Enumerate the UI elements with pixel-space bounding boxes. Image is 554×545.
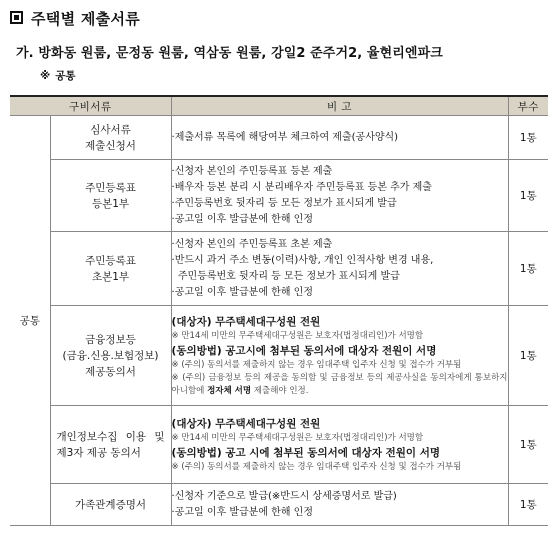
- remarks-cell: (대상자) 무주택세대구성원 전원 ※ 만14세 미만의 무주택세대구성원은 보호자(법정대리인)가 서명함 (동의방법) 공고 시에 첨부된 동의서에 대상자 전원이 서명 ※ (주의) 동의서를 제출하지 않는 경우 임대주택 입주자 신청 및 접수가 거부됨: [171, 406, 508, 484]
- copies-cell: 1통: [508, 406, 548, 484]
- document-name: 개인정보수집 이용 및 제3자 제공 동의서: [50, 406, 171, 484]
- table-row: [10, 306, 548, 406]
- category-cell: 공통: [10, 116, 50, 526]
- copies-cell: 1통: [508, 306, 548, 406]
- document-name: 주민등록표 등본1부: [50, 160, 171, 232]
- section-heading: [10, 8, 140, 29]
- documents-table: [10, 95, 548, 526]
- remarks-cell: ·신청자 본인의 주민등록표 등본 제출 ·배우자 등본 분리 시 분리배우자 주민등록표 등본 추가 제출 ·주민등록번호 뒷자리 등 모든 정보가 표시되게 발급 ·공고일 이후 발급분에 한해 인정: [171, 160, 508, 232]
- remarks-cell: ·제출서류 목록에 해당여부 체크하여 제출(공사양식): [171, 116, 508, 160]
- common-note: [40, 68, 76, 83]
- copies-cell: 1통: [508, 160, 548, 232]
- common-label: 공통: [55, 70, 76, 82]
- column-header-copies: 부수: [508, 96, 548, 116]
- copies-cell: 1통: [508, 116, 548, 160]
- remarks-cell: ·신청자 기준으로 발급(※반드시 상세증명서로 발급) ·공고일 이후 발급분에 한해 인정: [171, 484, 508, 526]
- copies-cell: 1통: [508, 484, 548, 526]
- reference-mark: ※: [40, 70, 51, 82]
- subheading: 가. 방화동 원룸, 문정동 원룸, 역삼동 원룸, 강일2 준주거2, 율현리엔파크: [16, 46, 443, 61]
- column-header-documents: 구비서류: [10, 96, 171, 116]
- square-bullet-icon: [10, 11, 23, 24]
- table-row: [10, 232, 548, 306]
- table-row: [10, 116, 548, 160]
- remarks-cell: (대상자) 무주택세대구성원 전원 ※ 만14세 미만의 무주택세대구성원은 보호자(법정대리인)가 서명함 (동의방법) 공고시에 첨부된 동의서에 대상자 전원이 서명 ※ (주의) 동의서를 제출하지 않는 경우 임대주택 입주자 신청 및 접수가 거부됨 ※ (주의) 금융정보 등의 제공을 동의함 및 금융정보 등의 제공사실을 동의자에게 통보하지 아니함에 정자체 서명 제출해야 인정.: [171, 306, 508, 406]
- document-name: 가족관계증명서: [50, 484, 171, 526]
- column-header-remarks: 비 고: [171, 96, 508, 116]
- section-title: 주택별 제출서류: [31, 10, 141, 28]
- document-name: 금융정보등 (금융.신용.보험정보) 제공동의서: [50, 306, 171, 406]
- copies-cell: 1통: [508, 232, 548, 306]
- document-name: 주민등록표 초본1부: [50, 232, 171, 306]
- table-row: [10, 406, 548, 484]
- table-header-row: [10, 96, 548, 116]
- document-name: 심사서류 제출신청서: [50, 116, 171, 160]
- table-row: [10, 160, 548, 232]
- table-row: [10, 484, 548, 526]
- remarks-cell: ·신청자 본인의 주민등록표 초본 제출 ·반드시 과거 주소 변동(이력)사항, 개인 인적사항 변경 내용, 주민등록번호 뒷자리 등 모든 정보가 표시되게 발급 ·공고일 이후 발급분에 한해 인정: [171, 232, 508, 306]
